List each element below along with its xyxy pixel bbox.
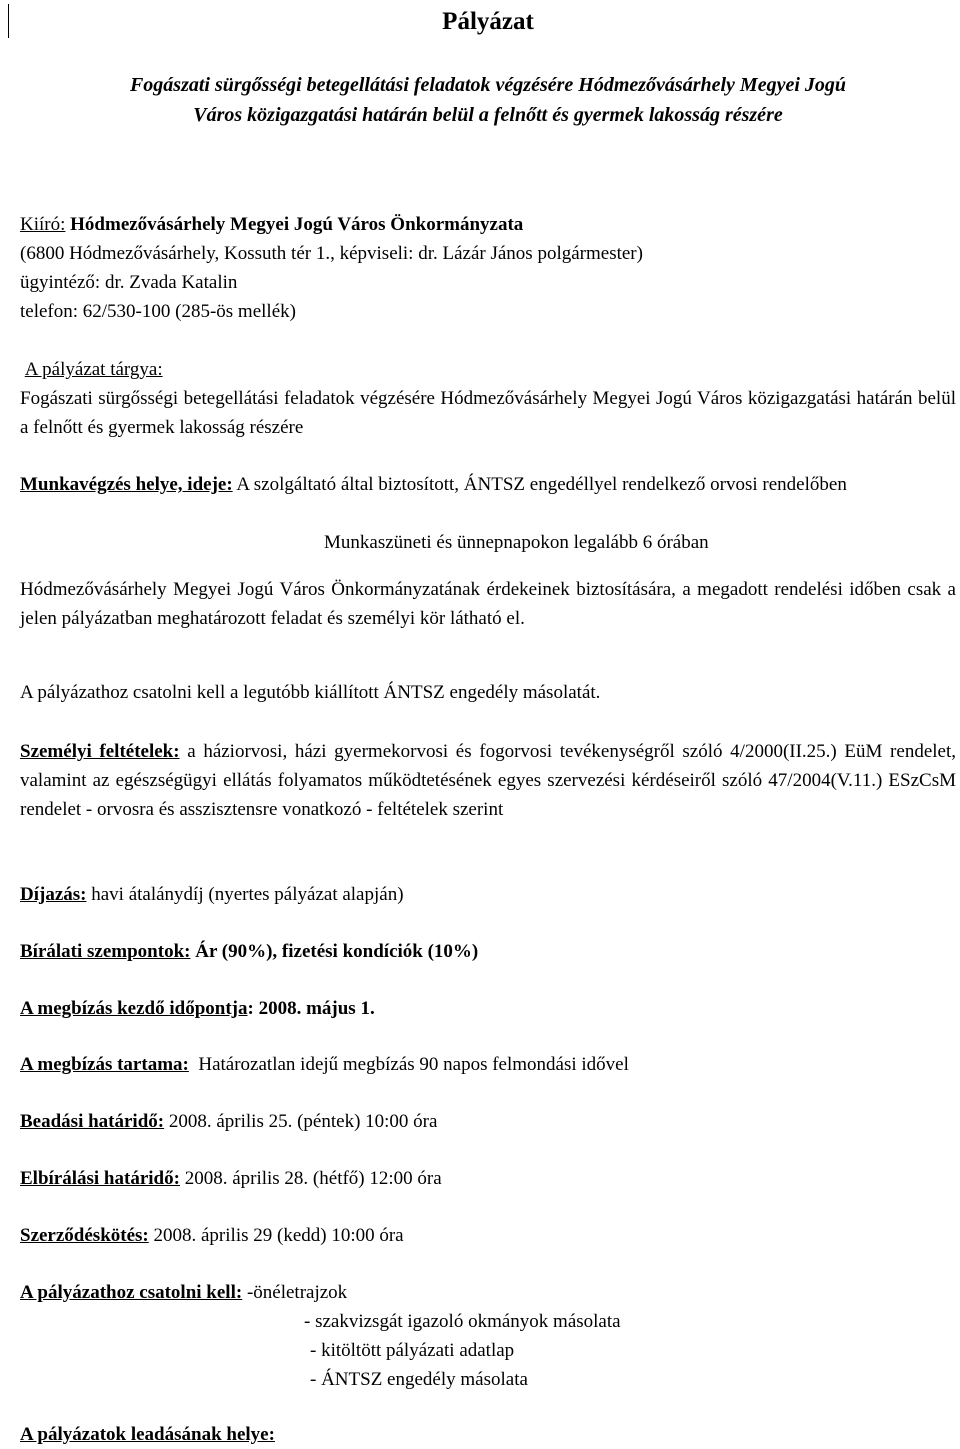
personal-conditions-section: [20, 737, 956, 824]
workplace-section: [20, 470, 956, 499]
issuer-section: [20, 210, 956, 326]
issuer-name: Hódmezővásárhely Megyei Jogú Város Önkormányzata: [70, 214, 524, 235]
paragraph-interests: Hódmezővásárhely Megyei Jogú Város Önkormányzatának érdekeinek biztosítására, a megadott rendelési időben csak a jelen pályázatban meghatározott feladat és személyi kör látható el.: [20, 579, 956, 629]
evaluation-deadline-text: 2008. április 28. (hétfő) 12:00 óra: [179, 1168, 442, 1189]
submission-place-section: [20, 1420, 956, 1449]
fee-text: havi átalánydíj (nyertes pályázat alapján): [86, 884, 404, 905]
attachment-item: - kitöltött pályázati adatlap: [310, 1340, 515, 1361]
subject-label: A pályázat tárgya:: [24, 359, 163, 380]
subject-section: [20, 355, 956, 442]
subtitle-line-2: Város közigazgatási határán belül a felnőtt és gyermek lakosság részére: [193, 104, 783, 126]
attachments-section: [20, 1278, 956, 1394]
submission-deadline-text: 2008. április 25. (péntek) 10:00 óra: [164, 1111, 438, 1132]
workplace-text: A szolgáltató által biztosított, ÁNTSZ engedéllyel rendelkező orvosi rendelőben: [232, 474, 847, 495]
evaluation-deadline-label: Elbírálási határidő:: [20, 1168, 180, 1189]
attachment-item: - szakvizsgát igazoló okmányok másolata: [304, 1311, 621, 1332]
duration-label: A megbízás tartama:: [20, 1054, 189, 1075]
start-date-label: A megbízás kezdő időpontja: [20, 998, 248, 1019]
fee-label: Díjazás:: [20, 884, 87, 905]
issuer-label: Kiíró:: [20, 214, 66, 235]
submission-deadline-label: Beadási határidő:: [20, 1111, 165, 1132]
subject-text: Fogászati sürgősségi betegellátási feladatok végzésére Hódmezővásárhely Megyei Jogú Város közigazgatási határán belül a felnőtt és gyermek lakosság részére: [20, 388, 956, 438]
evaluation-text: Ár (90%), fizetési kondíciók (10%): [190, 941, 479, 962]
submission-place-label: A pályázatok leadásának helye:: [20, 1424, 275, 1445]
issuer-line: [20, 210, 956, 239]
workplace-time-text: Munkaszüneti és ünnepnapokon legalább 6 órában: [324, 532, 709, 553]
personal-conditions-label: Személyi feltételek:: [20, 741, 180, 762]
evaluation-deadline-section: [20, 1164, 956, 1193]
duration-text: Határozatlan idejű megbízás 90 napos felmondási idővel: [188, 1054, 629, 1075]
contract-section: [20, 1221, 956, 1250]
submission-deadline-section: [20, 1107, 956, 1136]
personal-conditions-text: a háziorvosi, házi gyermekorvosi és fogorvosi tevékenységről szóló 4/2000(II.25.) EüM rendelet, valamint az egészségügyi ellátás folyamatos működtetésének egyes szervezési kérdéseiről szóló 47/2004(V.11.) ESzCsM rendelet - orvosra és asszisztensre vonatkozó - feltételek szerint: [20, 741, 956, 820]
attachments-label: A pályázathoz csatolni kell:: [20, 1282, 243, 1303]
issuer-phone: telefon: 62/530-100 (285-ös mellék): [20, 301, 296, 322]
evaluation-label: Bírálati szempontok:: [20, 941, 191, 962]
document-subtitle: [20, 70, 956, 130]
workplace-time: [20, 528, 956, 557]
start-date-text: : 2008. május 1.: [247, 998, 375, 1019]
issuer-address: (6800 Hódmezővásárhely, Kossuth tér 1., képviseli: dr. Lázár János polgármester): [20, 243, 643, 264]
contract-label: Szerződéskötés:: [20, 1225, 149, 1246]
attachments-first-line: [20, 1278, 956, 1307]
subject-label-line: [20, 355, 956, 384]
workplace-label: Munkavégzés helye, ideje:: [20, 474, 233, 495]
fee-section: [20, 880, 956, 909]
page-title: Pályázat: [442, 8, 534, 35]
paragraph-attach-license: A pályázathoz csatolni kell a legutóbb kiállított ÁNTSZ engedély másolatát.: [20, 682, 601, 703]
attachment-item: - ÁNTSZ engedély másolata: [310, 1369, 528, 1390]
start-date-section: [20, 994, 956, 1023]
duration-section: [20, 1050, 956, 1079]
contract-text: 2008. április 29 (kedd) 10:00 óra: [148, 1225, 404, 1246]
text-cursor: [8, 4, 9, 38]
evaluation-section: [20, 937, 956, 966]
attachment-item: -önéletrajzok: [242, 1282, 348, 1303]
issuer-contact: ügyintéző: dr. Zvada Katalin: [20, 272, 238, 293]
subtitle-line-1: Fogászati sürgősségi betegellátási feladatok végzésére Hódmezővásárhely Megyei Jogú: [129, 74, 847, 96]
